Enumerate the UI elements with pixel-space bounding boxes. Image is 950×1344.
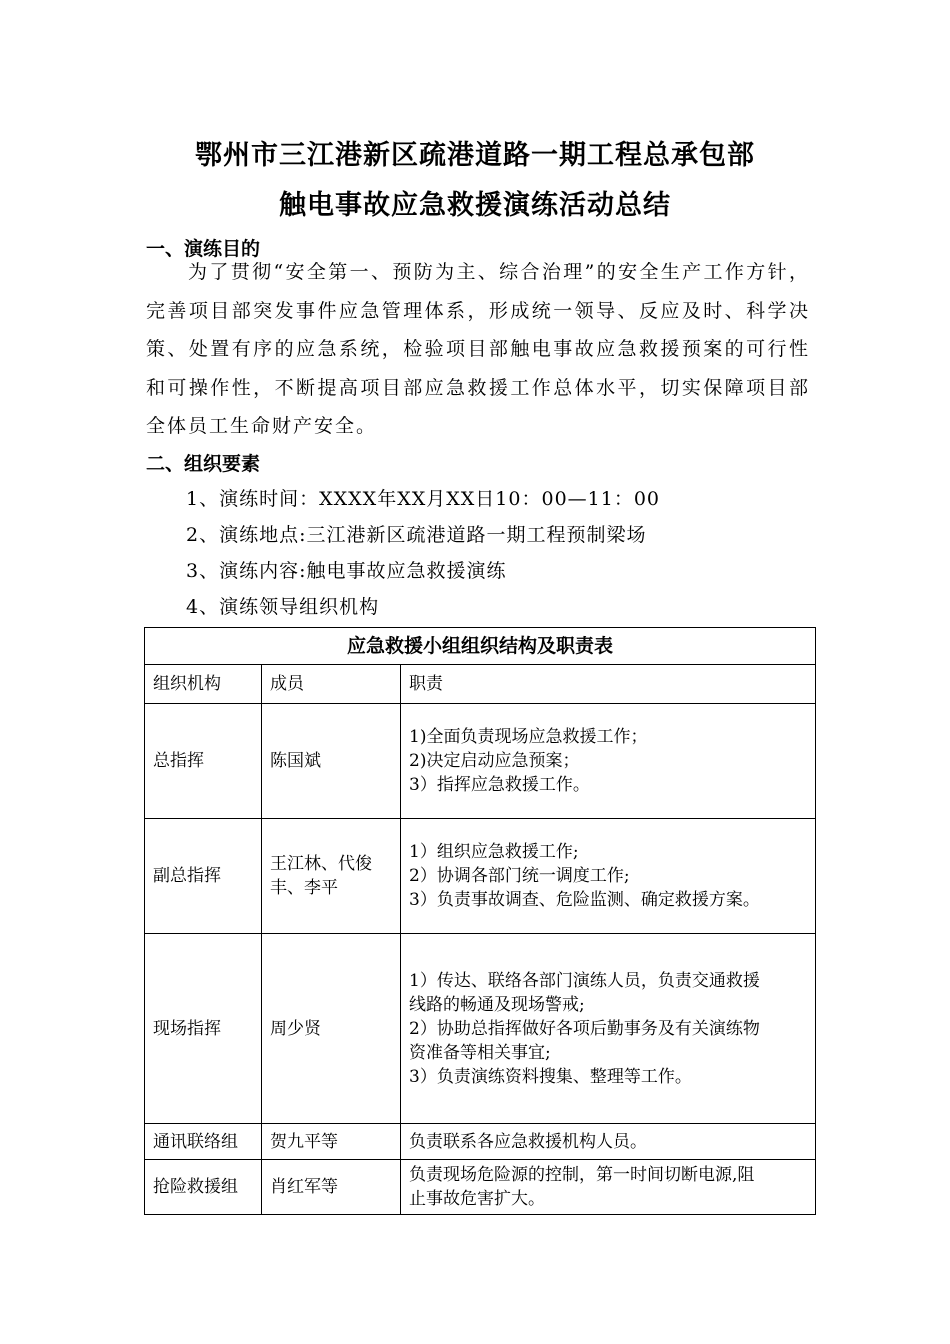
duty-line: 1）传达、联络各部门演练人员，负责交通救援 xyxy=(409,970,760,991)
org-cell: 副总指挥 xyxy=(145,819,262,934)
list-item: 2、演练地点:三江港新区疏港道路一期工程预制梁场 xyxy=(186,524,647,546)
org-cell: 通讯联络组 xyxy=(145,1124,262,1160)
table-row xyxy=(145,934,816,1124)
members-cell: 陈国斌 xyxy=(262,704,401,819)
column-header-members: 成员 xyxy=(262,665,401,704)
duties-cell xyxy=(401,1160,816,1215)
duty-line: 3）指挥应急救援工作。 xyxy=(409,775,590,795)
table-row xyxy=(145,819,816,934)
members-cell: 周少贤 xyxy=(262,934,401,1124)
list-item: 3、演练内容:触电事故应急救援演练 xyxy=(186,560,507,582)
document-title-line2: 触电事故应急救援演练活动总结 xyxy=(279,190,671,221)
duty-line: 2)决定启动应急预案； xyxy=(409,751,580,771)
org-cell: 现场指挥 xyxy=(145,934,262,1124)
column-header-duties: 职责 xyxy=(401,665,816,704)
duty-line: 1)全面负责现场应急救援工作； xyxy=(409,727,648,747)
duties-cell xyxy=(401,704,816,819)
duty-line: 线路的畅通及现场警戒; xyxy=(409,994,585,1015)
duties-cell xyxy=(401,819,816,934)
org-cell: 抢险救援组 xyxy=(145,1160,262,1215)
table-caption: 应急救援小组组织结构及职责表 xyxy=(145,628,816,665)
section2-heading: 二、组织要素 xyxy=(146,453,261,475)
table-row xyxy=(145,1124,816,1160)
list-item: 4、演练领导组织机构 xyxy=(186,596,380,618)
duties-cell xyxy=(401,934,816,1124)
members-cell: 王江林、代俊丰、李平 xyxy=(262,819,401,934)
duties-cell xyxy=(401,1124,816,1160)
column-header-org: 组织机构 xyxy=(145,665,262,704)
duty-line: 资准备等相关事宜; xyxy=(409,1042,551,1063)
members-cell: 肖红军等 xyxy=(262,1160,401,1215)
duty-line: 1）组织应急救援工作; xyxy=(409,842,579,862)
duty-line: 止事故危害扩大。 xyxy=(409,1189,545,1209)
org-cell: 总指挥 xyxy=(145,704,262,819)
table-row xyxy=(145,1160,816,1215)
members-cell: 贺九平等 xyxy=(262,1124,401,1160)
document-title-line1: 鄂州市三江港新区疏港道路一期工程总承包部 xyxy=(195,140,755,171)
duty-line: 2）协助总指挥做好各项后勤事务及有关演练物 xyxy=(409,1018,760,1039)
section1-paragraph: 为了贯彻“安全第一、预防为主、综合治理”的安全生产工作方针，完善项目部突发事件应急管理体系，形成统一领导、反应及时、科学决策、处置有序的应急系统，检验项目部触电事故应急救援预案的可行性和可操作性，不断提高项目部应急救援工作总体水平，切实保障项目部全体员工生命财产安全。 xyxy=(146,261,810,437)
duty-line: 2）协调各部门统一调度工作; xyxy=(409,866,630,886)
duty-line: 3）负责事故调查、危险监测、确定救援方案。 xyxy=(409,890,760,910)
duty-line: 3）负责演练资料搜集、整理等工作。 xyxy=(409,1066,692,1087)
list-item: 1、演练时间：XXXX年XX月XX日10：00—11：00 xyxy=(186,488,661,510)
section1-heading: 一、演练目的 xyxy=(146,238,261,260)
duty-line: 负责联系各应急救援机构人员。 xyxy=(409,1131,647,1152)
org-structure-table xyxy=(144,627,816,1215)
table-row xyxy=(145,704,816,819)
duty-line: 负责现场危险源的控制，第一时间切断电源,阻 xyxy=(409,1165,755,1185)
